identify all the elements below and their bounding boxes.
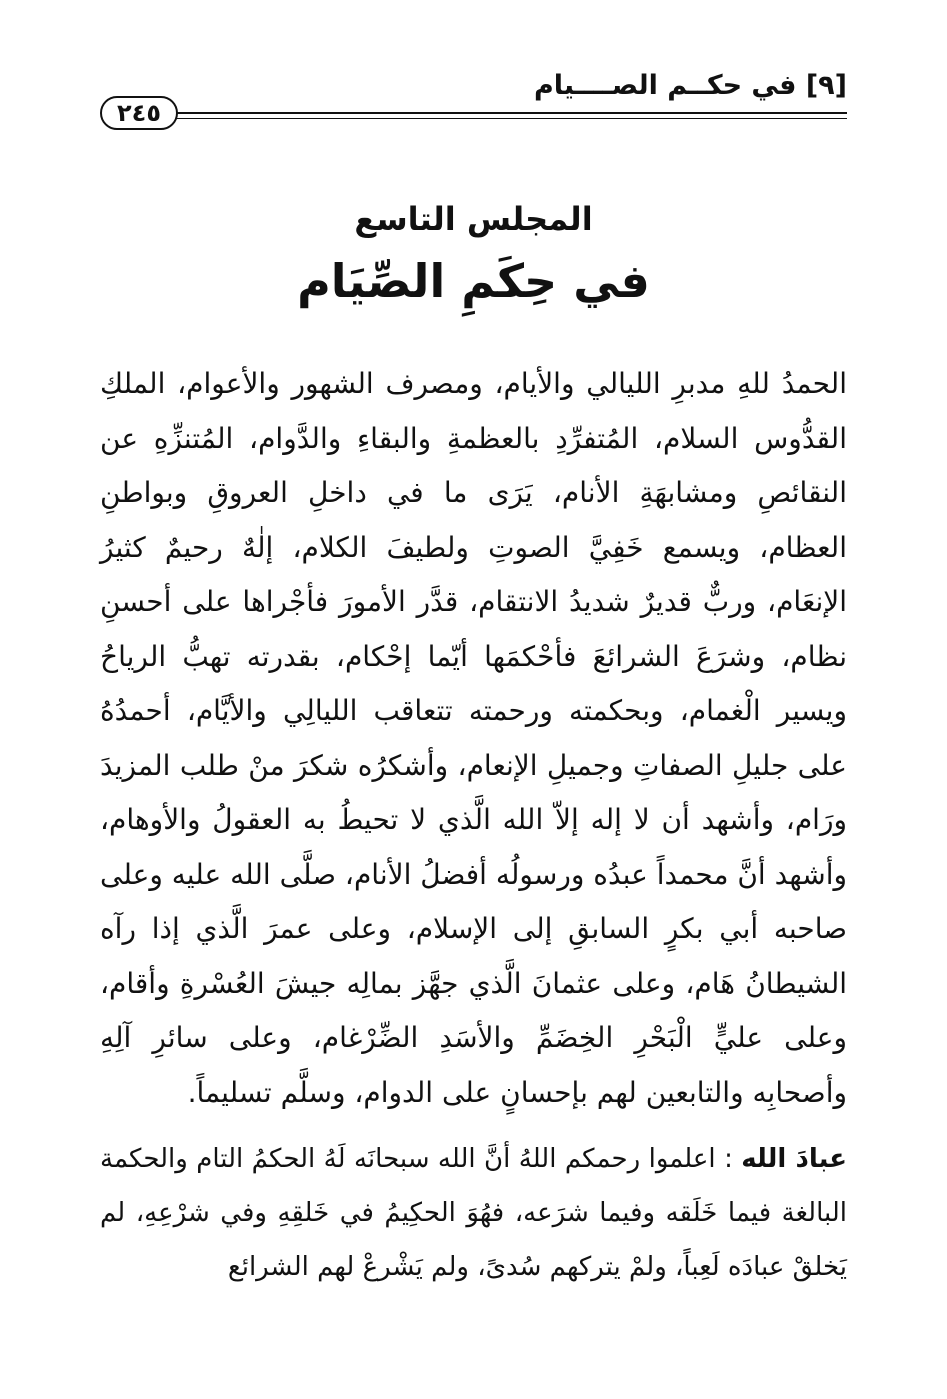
chapter-title: في حِكَمِ الصِّيَام: [297, 254, 650, 308]
paragraph-address-text: : اعلموا رحمكم اللهُ أنَّ الله سبحانَه لَهُ الحكمُ التام والحكمة البالغة فيما خَلَقه وفيما شرَعه، فهُوَ الحكِيمُ في خَلقِهِ وفي شرْعِهِ، لم يَخلقْ عبادَه لَعِباً، ولمْ يتركهم سُدىً، ولم يَشْرعْ لهم الشرائع: [100, 1144, 847, 1282]
header-rule: [176, 112, 847, 114]
header-rule-thin: [176, 118, 847, 119]
chapter-heading: المجلس التاسع: [354, 200, 593, 238]
paragraph-address: [100, 1132, 847, 1294]
running-header-title: [٩] في حكــم الصــــيام: [533, 70, 847, 101]
paragraph-lead-word: عبادَ الله: [741, 1144, 848, 1174]
page-number: ٢٤٥: [100, 96, 178, 130]
paragraph-opening-praise: الحمدُ للهِ مدبرِ الليالي والأيام، ومصرف الشهور والأعوام، الملكِ القدُّوس السلام، المُتفرِّدِ بالعظمةِ والبقاءِ والدَّوام، المُتنزِّهِ عن النقائصِ ومشابهَةِ الأنام، يَرَى ما في داخلِ العروقِ وبواطنِ العظام، ويسمع خَفِيَّ الصوتِ ولطيفَ الكلام، إلٰهٌ رحيمٌ كثيرُ الإنعَام، وربٌّ قديرٌ شديدُ الانتقام، قدَّر الأمورَ فأجْراها على أحسنِ نظام، وشرَعَ الشرائعَ فأحْكمَها أيّما إحْكام، بقدرته تهبُّ الرياحُ ويسير الْغمام، وبحكمته ورحمته تتعاقب الليالِي والأيَّام، أحمدُهُ على جليلِ الصفاتِ وجميلِ الإنعام، وأشكرُه شكرَ منْ طلب المزيدَ ورَام، وأشهد أن لا إله إلاّ الله الَّذي لا تحيطُ به العقولُ والأوهام، وأشهد أنَّ محمداً عبدُه ورسولُه أفضلُ الأنام، صلَّى الله عليه وعلى صاحبه أبي بكرٍ السابقِ إلى الإسلام، وعلى عمرَ الَّذي إذا رآه الشيطانُ هَام، وعلى عثمانَ الَّذي جهَّز بمالِه جيشَ العُسْرةِ وأقام، وعلى عليٍّ الْبَحْرِ الخِضَمِّ والأسَدِ الضِّرْغام، وعلى سائرِ آلِهِ وأصحابِه والتابعين لهم بإحسانٍ على الدوام، وسلَّم تسليماً.: [100, 367, 847, 1109]
